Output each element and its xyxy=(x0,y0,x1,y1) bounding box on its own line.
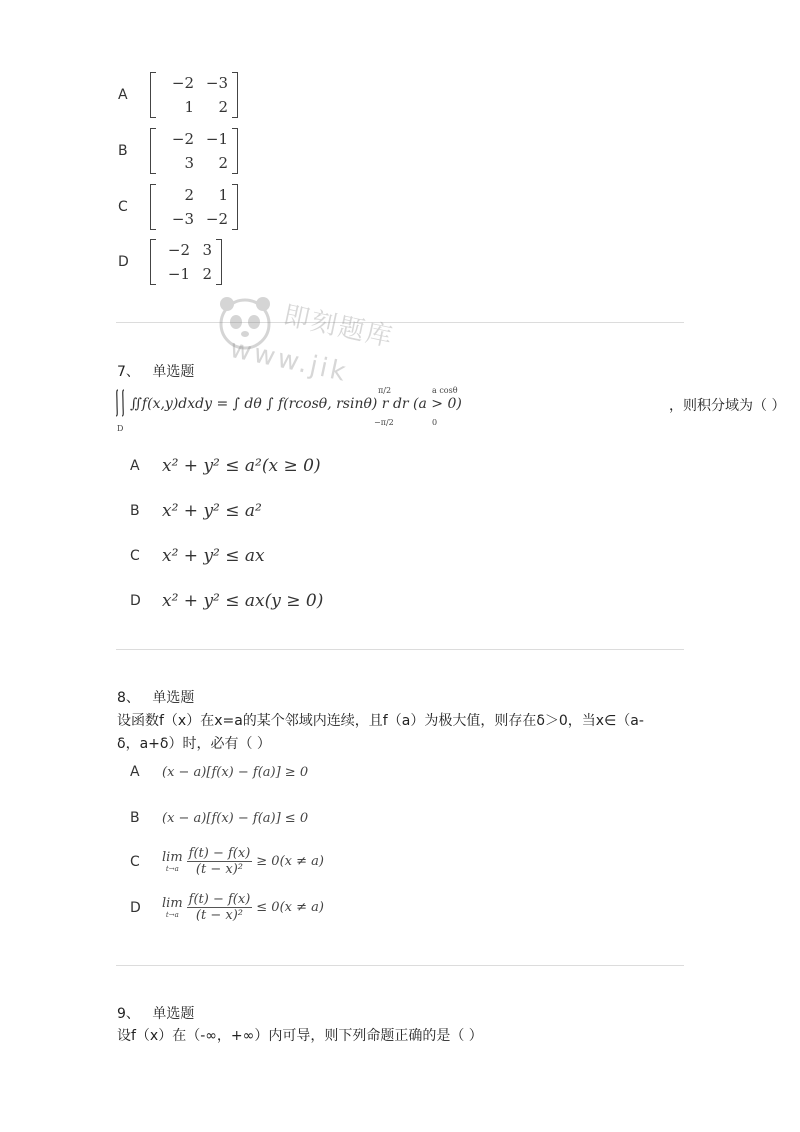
q7-stem xyxy=(114,384,786,438)
option-letter: D xyxy=(130,899,141,916)
divider xyxy=(116,649,684,650)
r-lower-limit: 0 xyxy=(432,418,438,427)
q6-option-b[interactable] xyxy=(118,128,238,174)
option-formula xyxy=(162,846,324,877)
stem-formula: ∬f(x,y)dxdy = ∫ dθ ∫ f(rcosθ, rsinθ) r dr (a > 0) xyxy=(130,396,462,412)
watermark-brand: 即刻题库 xyxy=(280,300,397,354)
q6-option-d[interactable] xyxy=(118,239,222,285)
lim-label: lim xyxy=(162,850,183,865)
question-type: 单选题 xyxy=(152,364,195,380)
option-letter: D xyxy=(118,254,129,270)
matrix: −2 3 −1 2 xyxy=(150,239,222,285)
q7-option-c[interactable] xyxy=(130,546,265,566)
q6-option-a[interactable] xyxy=(118,72,238,118)
matrix: 2 1 −3 −2 xyxy=(150,184,238,230)
option-formula: x² + y² ≤ ax(y ≥ 0) xyxy=(162,591,324,611)
formula-tail: ≥ 0(x ≠ a) xyxy=(256,854,324,869)
option-letter: C xyxy=(130,548,140,564)
double-integral-icon xyxy=(114,388,128,418)
option-letter: D xyxy=(130,593,141,609)
domain-label: D xyxy=(117,424,124,433)
fraction-numerator: f(t) − f(x) xyxy=(188,846,251,861)
option-letter: A xyxy=(130,764,140,780)
q8-option-a[interactable] xyxy=(130,764,308,780)
q7-header xyxy=(117,361,194,381)
fraction-numerator: f(t) − f(x) xyxy=(188,892,251,907)
divider xyxy=(116,965,684,966)
option-letter: C xyxy=(130,853,140,870)
question-type: 单选题 xyxy=(152,1006,195,1022)
fraction-denominator: (t − x)² xyxy=(195,908,243,923)
option-letter: C xyxy=(118,199,128,215)
option-letter: B xyxy=(130,503,140,519)
q8-stem xyxy=(117,710,687,756)
q8-option-c[interactable] xyxy=(130,846,324,877)
theta-upper-limit: π/2 xyxy=(378,386,392,395)
lim-subscript: t→a xyxy=(165,865,179,873)
question-number: 8 xyxy=(117,690,126,706)
option-formula: (x − a)[f(x) − f(a)] ≥ 0 xyxy=(162,764,309,780)
stem-text: ，则积分域为（ ） xyxy=(669,398,786,414)
r-upper-limit: a cosθ xyxy=(432,386,458,395)
question-type: 单选题 xyxy=(152,690,195,706)
formula-tail: ≤ 0(x ≠ a) xyxy=(256,900,324,915)
q7-option-a[interactable] xyxy=(130,456,321,476)
option-letter: A xyxy=(118,87,128,103)
option-formula: x² + y² ≤ a²(x ≥ 0) xyxy=(162,456,321,476)
q7-option-b[interactable] xyxy=(130,501,262,521)
separator: 、 xyxy=(125,1006,140,1022)
q9-stem: 设f（x）在（-∞，+∞）内可导，则下列命题正确的是（ ） xyxy=(117,1028,483,1044)
option-formula xyxy=(162,892,324,923)
option-formula: (x − a)[f(x) − f(a)] ≤ 0 xyxy=(162,810,309,826)
question-number: 7 xyxy=(117,364,126,380)
option-letter: B xyxy=(130,810,140,826)
separator: 、 xyxy=(125,364,140,380)
watermark-url: www.jik xyxy=(227,333,351,389)
lim-subscript: t→a xyxy=(165,911,179,919)
option-letter: B xyxy=(118,143,128,159)
theta-lower-limit: −π/2 xyxy=(374,418,394,427)
question-number: 9 xyxy=(117,1006,126,1022)
matrix: −2 −3 1 2 xyxy=(150,72,238,118)
option-formula: x² + y² ≤ ax xyxy=(162,546,265,566)
option-formula: x² + y² ≤ a² xyxy=(162,501,262,521)
q6-option-c[interactable] xyxy=(118,184,238,230)
q7-option-d[interactable] xyxy=(130,591,323,611)
stem-line: 设函数f（x）在x=a的某个邻域内连续，且f（a）为极大值，则存在δ＞0，当x∈（a- xyxy=(117,713,644,729)
separator: 、 xyxy=(125,690,140,706)
stem-line: δ，a+δ）时，必有（ ） xyxy=(117,736,271,752)
q9-header xyxy=(117,1003,194,1023)
q8-header xyxy=(117,687,194,707)
watermark xyxy=(215,292,435,389)
q8-option-b[interactable] xyxy=(130,810,308,826)
q8-option-d[interactable] xyxy=(130,892,324,923)
fraction-denominator: (t − x)² xyxy=(195,862,243,877)
matrix: −2 −1 3 2 xyxy=(150,128,238,174)
lim-label: lim xyxy=(162,896,183,911)
option-letter: A xyxy=(130,458,140,474)
